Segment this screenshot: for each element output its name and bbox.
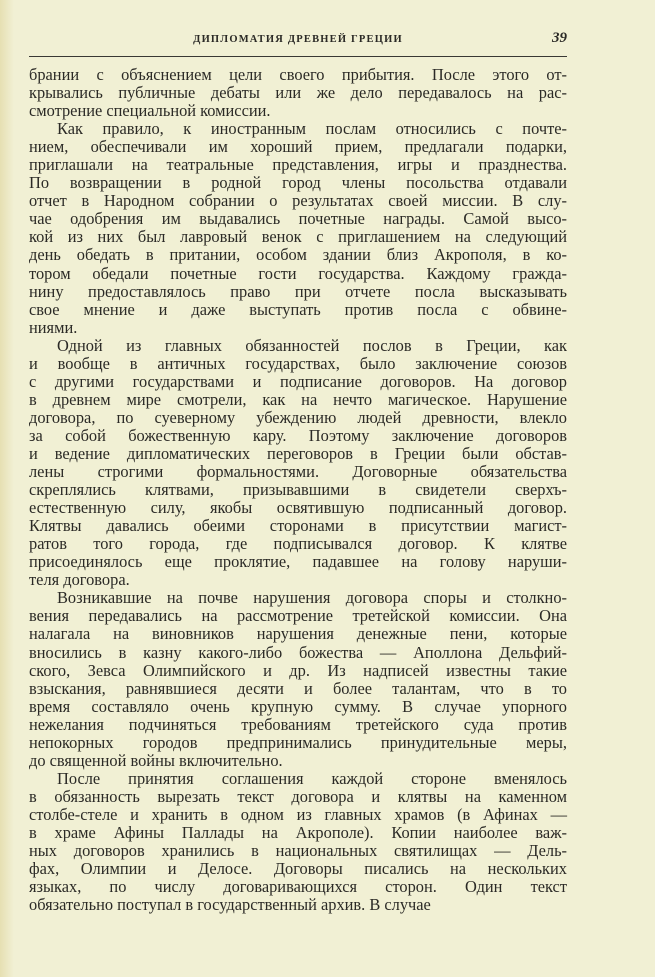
text-line: столбе-стеле и хранить в одном из главных храмов (в Афинах — (29, 804, 567, 824)
header-rule (29, 56, 567, 57)
text-line: присоединялось еще проклятие, падавшее на голову наруши- (29, 552, 567, 572)
text-line: нину предоставлялось право при отчете посла высказывать (29, 281, 567, 301)
paragraph (29, 120, 567, 337)
text-line: налагала на виновников нарушения денежные пени, которые (29, 624, 567, 644)
text-line: Клятвы давались обеими сторонами в присутствии магист- (29, 516, 567, 536)
text-line: с другими государствами и подписание договоров. На договор (29, 371, 567, 391)
text-line: ниями. (29, 317, 78, 337)
text-line: ных договоров хранились в национальных святилищах — Дель- (29, 841, 567, 861)
text-line: ратов того города, где подписывался договор. К клятве (29, 534, 567, 554)
text-line: языках, по числу договаривающихся сторон. Один текст (29, 877, 567, 897)
text-line: взыскания, равнявшиеся десяти и более талантам, что в то (29, 678, 567, 698)
text-line: После принятия соглашения каждой стороне вменялось (57, 768, 567, 788)
text-line: естественную силу, якобы освятившую подписанный договор. (29, 498, 567, 518)
text-line: нежелания подчиняться требованиям третейского суда против (29, 714, 567, 734)
page-body (29, 66, 567, 914)
text-line: за собой божественную кару. Поэтому заключение договоров (29, 425, 567, 445)
running-title: ДИПЛОМАТИЯ ДРЕВНЕЙ ГРЕЦИИ (193, 34, 403, 45)
paragraph (29, 589, 567, 769)
page-number: 39 (552, 30, 567, 46)
page-edge-shadow (0, 0, 14, 977)
paragraph (29, 770, 567, 914)
text-line: и ведение дипломатических переговоров в Греции были обстав- (29, 443, 567, 463)
text-line: фах, Олимпии и Делосе. Договоры писались на нескольких (29, 859, 567, 879)
running-head (29, 30, 567, 50)
text-line: в храме Афины Паллады на Акрополе). Копии наиболее важ- (29, 822, 567, 842)
text-line: тором обедали почетные гости государства. Каждому гражда- (29, 263, 567, 283)
text-line: смотрение специальной комиссии. (29, 101, 271, 121)
text-line: чае одобрения им выдавались почетные награды. Самой высо- (29, 209, 567, 229)
text-line: кой из них был лавровый венок с приглашением на следующий (29, 227, 567, 247)
text-line: до священной войны включительно. (29, 750, 283, 770)
text-line: обязательно поступал в государственный архив. В случае (29, 895, 431, 915)
text-line: свое мнение и даже выступать против посла с обвине- (29, 299, 567, 319)
text-line: приглашали на театральные представления, игры и празднества. (29, 155, 567, 175)
text-line: договора, по суеверному убеждению людей древности, влекло (29, 407, 567, 427)
text-line: брании с объяснением цели своего прибытия. После этого от- (29, 65, 567, 84)
paragraph (29, 66, 567, 120)
text-line: время составляло очень крупную сумму. В случае упорного (29, 696, 567, 716)
text-line: непокорных городов предпринимались принудительные меры, (29, 732, 567, 752)
text-line: крывались публичные дебаты или же дело передавалось на рас- (29, 83, 567, 103)
text-line: Как правило, к иностранным послам относились с почте- (57, 119, 567, 139)
text-line: По возвращении в родной город члены посольства отдавали (29, 173, 567, 193)
paragraph (29, 337, 567, 590)
text-line: вения передавались на рассмотрение третейской комиссии. Она (29, 606, 567, 626)
text-line: лены строгими формальностями. Договорные обязательства (29, 462, 567, 482)
text-line: Возникавшие на почве нарушения договора споры и столкно- (57, 588, 567, 608)
text-line: нием, обеспечивали им хороший прием, предлагали подарки, (29, 137, 567, 157)
text-line: и вообще в античных государствах, было заключение союзов (29, 353, 567, 373)
text-line: теля договора. (29, 570, 130, 590)
text-line: скреплялись клятвами, призывавшими в свидетели сверхъ- (29, 480, 567, 500)
text-line: вносились в казну какого-либо божества — Аполлона Дельфий- (29, 642, 567, 662)
text-line: день обедать в притании, особом здании близ Акрополя, в ко- (29, 245, 567, 265)
text-line: в обязанность вырезать текст договора и клятвы на каменном (29, 786, 567, 806)
text-line: отчет в Народном собрании о результатах своей миссии. В слу- (29, 191, 567, 211)
text-line: Одной из главных обязанностей послов в Греции, как (57, 335, 567, 355)
text-line: в древнем мире смотрели, как на нечто магическое. Нарушение (29, 389, 567, 409)
text-line: ского, Зевса Олимпийского и др. Из надписей известны такие (29, 660, 567, 680)
